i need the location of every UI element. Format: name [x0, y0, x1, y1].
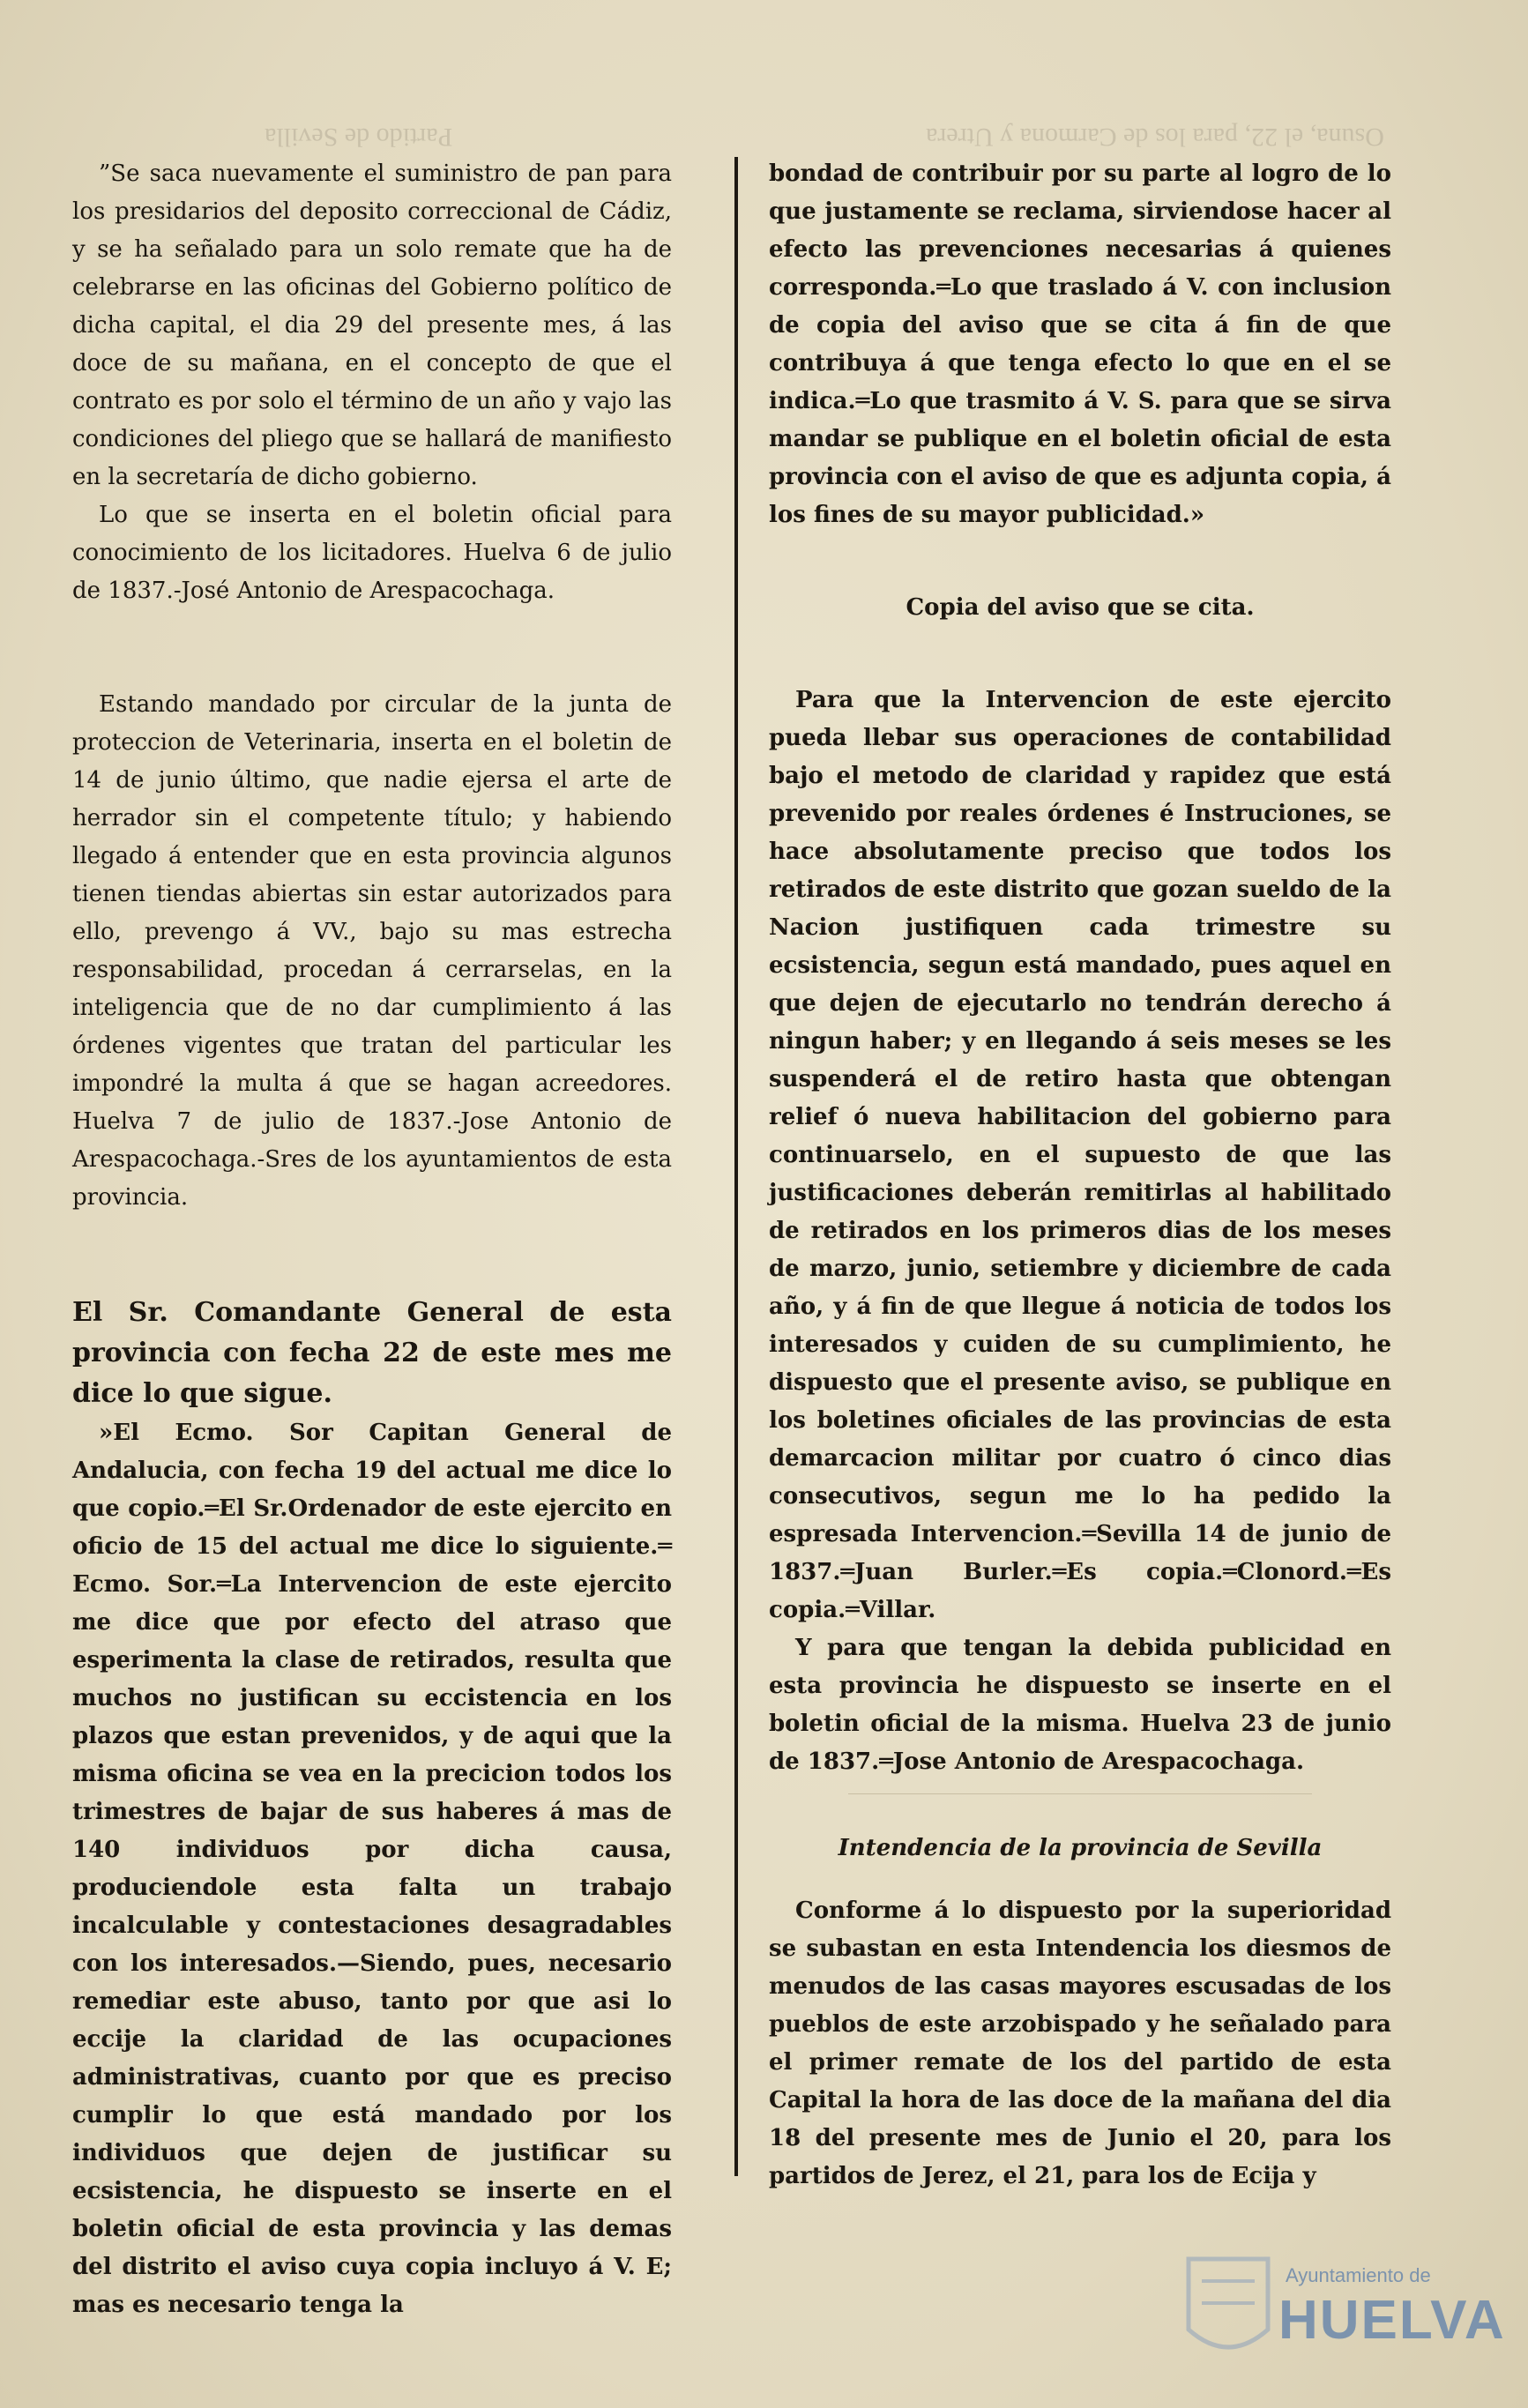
notice-bread-signature: Lo que se inserta en el boletin oficial para conocimiento de los licitadores. Huelva 6 de julio de 1837.-José Antonio de Arespacochaga.	[72, 502, 672, 604]
notice-capitan-general: »El Ecmo. Sor Capitan General de Andalucia, con fecha 19 del actual me dice lo que copio.═El Sr.Ordenador de este ejercito en oficio de 15 del actual me dice lo siguiente.═ Ecmo. Sor.═La Intervencion de este ejercito me dice que por efecto del atraso que esperimenta la clase de retirados, resulta que muchos no justifican su eccistencia en los plazos que estan prevenidos, y de aqui que la misma oficina se vea en la precicion todos los trimestres de bajar de sus haberes á mas de 140 individuos por dicha causa, produciendole esta falta un trabajo incalculable y contestaciones desagradables con los interesados.—Siendo, pues, necesario remediar este abuso, tanto por que asi lo eccije la claridad de las ocupaciones administrativas, cuanto por que es preciso cumplir lo que está mandado por los individuos que dejen de justificar su ecsistencia, he dispuesto se inserte en el boletin oficial de esta provincia y las demas del distrito el aviso cuya copia incluyo á V. E; mas es necesario tenga la	[72, 1420, 672, 2318]
column-divider	[734, 157, 738, 2176]
watermark-line1: Ayuntamiento de	[1286, 2264, 1431, 2286]
bleed-through-left: Partido de Sevilla	[265, 123, 453, 152]
notice-aviso-intervencion: Para que la Intervencion de este ejercito pueda llebar sus operaciones de contabilidad bajo el metodo de claridad y rapidez que está prevenido por reales órdenes é Instruciones, se hace absolutamente preciso que todos los retirados de este distrito que gozan sueldo de la Nacion justifiquen cada trimestre su ecsistencia, segun está mandado, pues aquel en que dejen de ejecutarlo no tendrán derecho á ningun haber; y en llegando á seis meses se les suspenderá el de retiro hasta que obtengan relief ó nueva habilitacion del gobierno para continuarselo, en el supuesto de que las justificaciones deberán remitirlas al habilitado de retirados en los primeros dias de los meses de marzo, junio, setiembre y diciembre de cada año, y á fin de que llegue á noticia de todos los interesados y cuiden de su cumplimiento, he dispuesto que el presente aviso, se publique en los boletines oficiales de las provincias de esta demarcacion militar por cuatro ó cinco dias consecutivos, segun me lo ha pedido la espresada Intervencion.═Sevilla 14 de junio de 1837.═Juan Burler.═Es copia.═Clonord.═Es copia.═Villar.	[769, 687, 1391, 1623]
separator-line	[848, 1793, 1312, 1794]
notice-publicity: Y para que tengan la debida publicidad en esta provincia he dispuesto se inserte en el boletin oficial de la misma. Huelva 23 de junio de 1837.═Jose Antonio de Arespacochaga.	[769, 1635, 1391, 1775]
bleed-through-right: Osuna, el 22, para los de Carmona y Utrera	[926, 123, 1384, 152]
notice-diezmos-auction: Conforme á lo dispuesto por la superioridad se subastan en esta Intendencia los diesmos de menudos de las casas mayores escusadas de los pueblos de este arzobispado y he señalado para el primer remate de los del partido de esta Capital la hora de las doce de la mañana del dia 18 del presente mes de Junio el 20, para los partidos de Jerez, el 21, para los de Ecija y	[769, 1897, 1391, 2189]
section-heading-copia: Copia del aviso que se cita.	[906, 594, 1255, 621]
notice-comandante-heading: El Sr. Comandante General de esta provincia con fecha 22 de este mes me dice lo que sigue.	[72, 1297, 672, 1409]
section-heading-intendencia: Intendencia de la provincia de Sevilla	[838, 1835, 1323, 1861]
right-column	[769, 155, 1391, 2196]
left-column	[72, 155, 672, 2324]
notice-veterinary: Estando mandado por circular de la junta de proteccion de Veterinaria, inserta en el boletin de 14 de junio último, que nadie ejersa el arte de herrador sin el competente título; y habiendo llegado á entender que en esta provincia algunos tienen tiendas abiertas sin estar autorizados para ello, prevengo á VV., bajo su mas estrecha responsabilidad, procedan á cerrarselas, en la inteligencia que de no dar cumplimiento á las órdenes vigentes que tratan del particular les impondré la multa á que se hagan acreedores. Huelva 7 de julio de 1837.-Jose Antonio de Arespacochaga.-Sres de los ayuntamientos de esta provincia.	[72, 691, 672, 1211]
watermark-line2: HUELVA	[1278, 2290, 1506, 2351]
notice-continuation: bondad de contribuir por su parte al logro de lo que justamente se reclama, sirviendose hacer al efecto las prevenciones necesarias á quienes corresponda.═Lo que traslado á V. con inclusion de copia del aviso que se cita á fin de que contribuya á que tenga efecto lo que en el se indica.═Lo que trasmito á V. S. para que se sirva mandar se publique en el boletin oficial de esta provincia con el aviso de que es adjunta copia, á los fines de su mayor publicidad.»	[769, 160, 1391, 528]
notice-bread-supply: ”Se saca nuevamente el suministro de pan para los presidarios del deposito correccional de Cádiz, y se ha señalado para un solo remate que ha de celebrarse en las oficinas del Gobierno político de dicha capital, el dia 29 del presente mes, á las doce de su mañana, en el concepto de que el contrato es por solo el término de un año y vajo las condiciones del pliego que se hallará de manifiesto en la secretaría de dicho gobierno.	[72, 160, 672, 490]
